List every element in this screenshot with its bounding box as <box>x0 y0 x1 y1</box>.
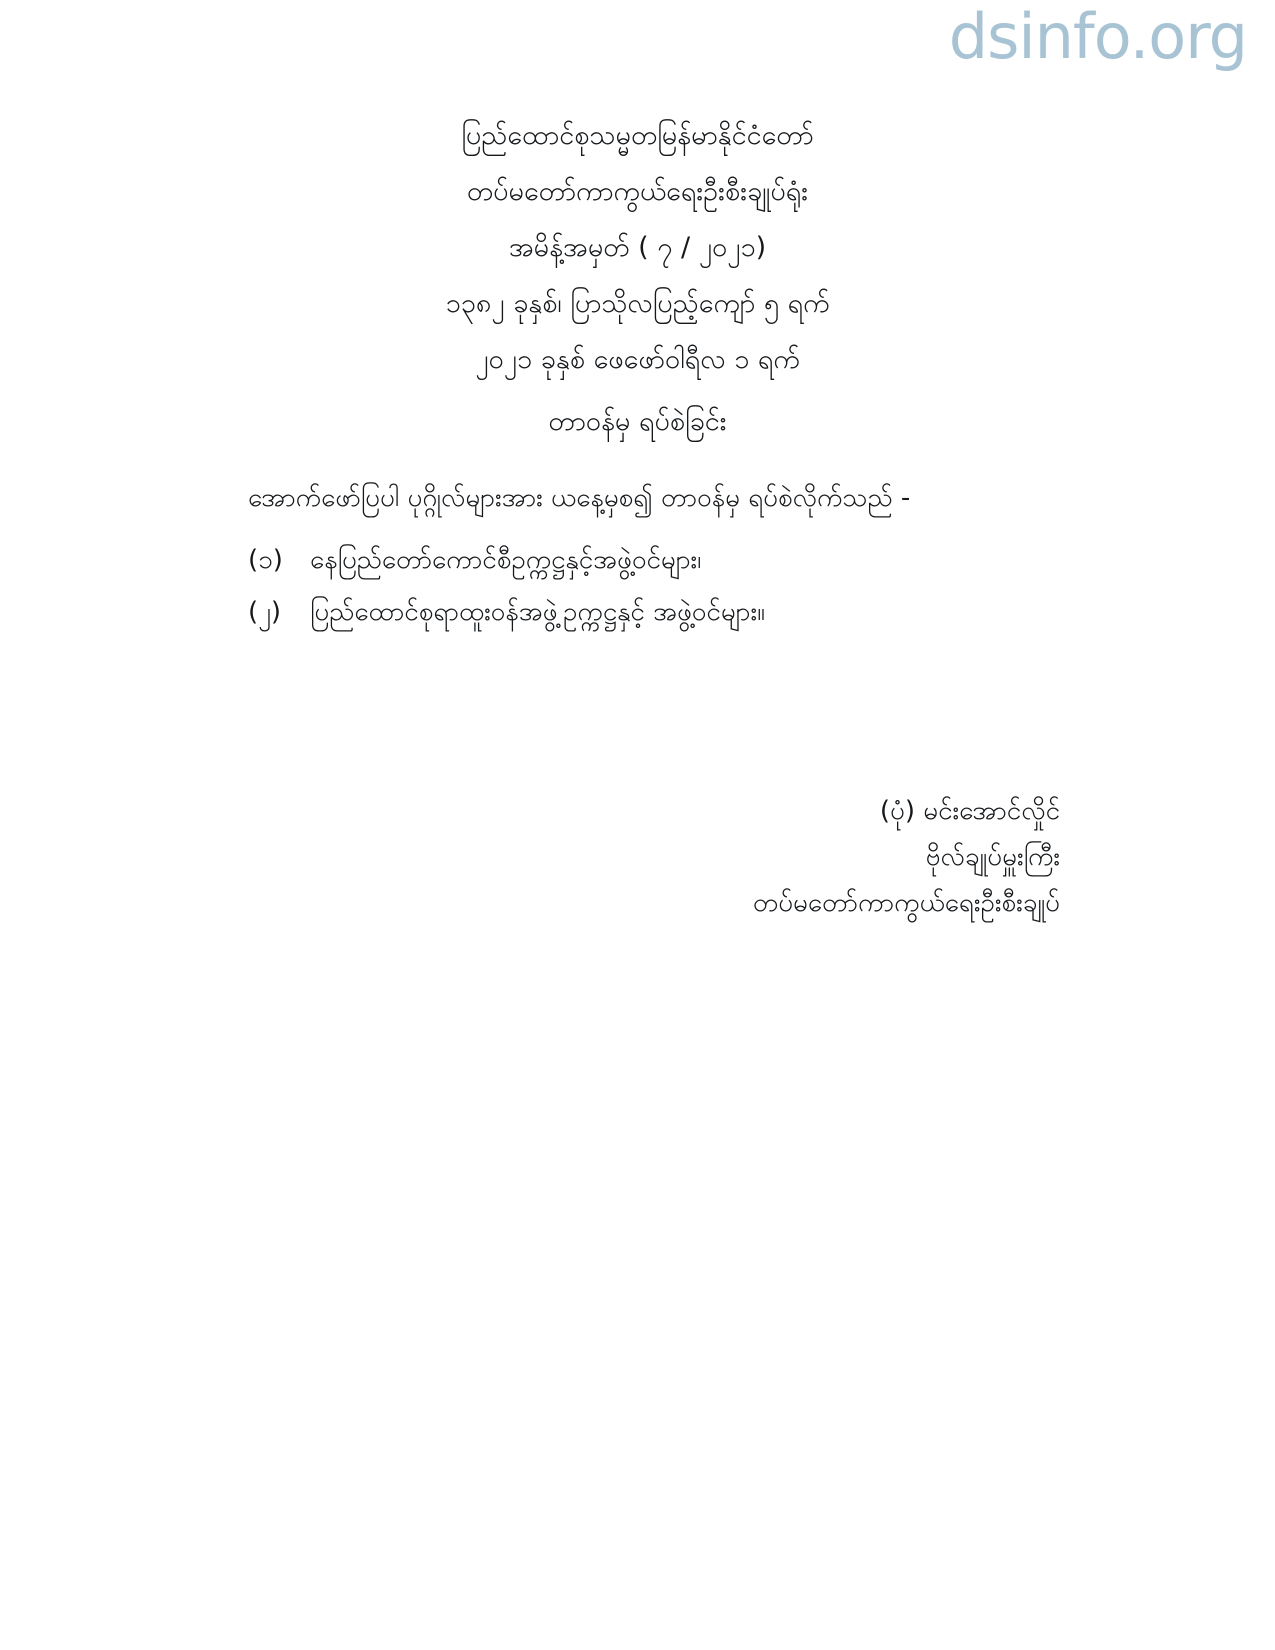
header-line-office: တပ်မတော်ကာကွယ်ရေးဦးစီးချုပ်ရုံး <box>466 176 809 207</box>
header-line-date-burmese: ၁၃၈၂ ခုနှစ်၊ ပြာသိုလပြည့်ကျော် ၅ ရက် <box>445 288 830 319</box>
header-line-order-number: အမိန့်အမှတ် ( ၇ / ၂၀၂၁) <box>508 232 767 263</box>
header-line-date-gregorian: ၂၀၂၁ ခုနှစ် ဖေဖော်ဝါရီလ ၁ ရက် <box>475 344 800 375</box>
signature-block <box>0 788 1275 926</box>
list-item-number: (၂) <box>248 597 282 627</box>
document-subject: တာဝန်မှ ရပ်စဲခြင်း <box>548 406 727 437</box>
list-item-number: (၁) <box>248 545 283 575</box>
list-item <box>248 534 1215 586</box>
list-item <box>248 586 1215 638</box>
list-item-text: ပြည်ထောင်စုရာထူးဝန်အဖွဲ့ဥက္ကဋ္ဌနှင့် အဖွဲ့ဝင်များ။ <box>310 597 765 627</box>
list-item-text: နေပြည်တော်ကောင်စီဥက္ကဋ္ဌနှင့်အဖွဲ့ဝင်များ၊ <box>310 545 702 575</box>
site-watermark: dsinfo.org <box>948 0 1247 73</box>
document-item-list <box>0 534 1275 638</box>
document-header <box>0 108 1275 450</box>
signature-name: (ပုံ) မင်းအောင်လှိုင် <box>879 796 1060 826</box>
header-line-country: ပြည်ထောင်စုသမ္မတမြန်မာနိုင်ငံတော် <box>461 120 814 151</box>
signature-rank: ဗိုလ်ချုပ်မှူးကြီး <box>925 842 1060 872</box>
signature-title: တပ်မတော်ကာကွယ်ရေးဦးစီးချုပ် <box>752 888 1060 918</box>
document-intro: အောက်ဖော်ပြပါ ပုဂ္ဂိုလ်များအား ယနေ့မှစ၍ တာဝန်မှ ရပ်စဲလိုက်သည် - <box>248 483 911 513</box>
